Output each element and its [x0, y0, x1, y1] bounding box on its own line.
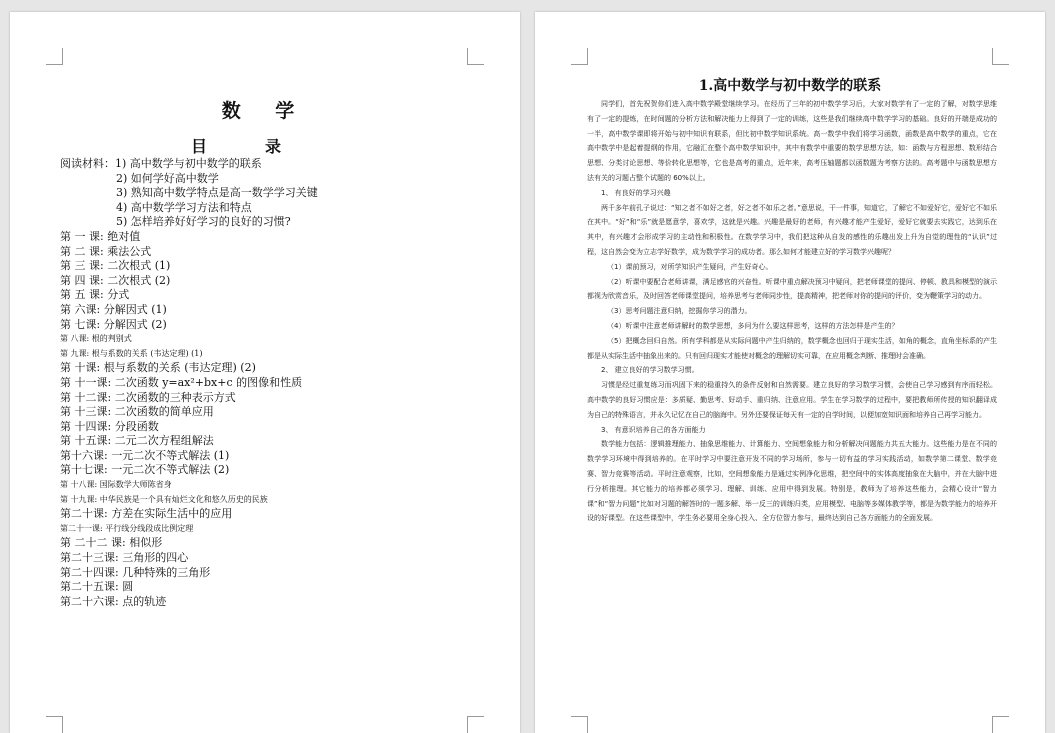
section-body [587, 97, 997, 526]
margin-corner-mark [992, 716, 1009, 733]
reading-item[interactable]: 4) 高中数学学习方法和特点 [116, 200, 252, 214]
lesson-list [60, 230, 500, 609]
toc-lesson-item[interactable]: 第 二 课: 乘法公式 [60, 244, 152, 258]
toc-lesson-item[interactable]: 第二十三课: 三角形的四心 [60, 551, 189, 565]
reading-item[interactable]: 3) 熟知高中数学特点是高一数学学习关键 [116, 186, 318, 200]
reading-label: 阅读材料： [60, 157, 115, 170]
toc-lesson-item[interactable]: 第二十五课: 圆 [60, 580, 134, 594]
toc-lesson-item[interactable]: 第 十五课: 二元二次方程组解法 [60, 434, 214, 448]
toc-lesson-item[interactable]: 第 十课: 根与系数的关系 (韦达定理) (2) [60, 361, 256, 375]
body-paragraph: （2）听课中要配合老师讲课，满足感官的兴奋性。听课中重点解决预习中疑问，把老师课堂的提问、停顿、教具和模型的演示都视为欣赏音乐，及时回答老师课堂提问，培养思考与老师同步性，提高精神，把老师对你的提问的评价，变为鞭策学习的动力。 [587, 277, 997, 301]
toc-lesson-item[interactable]: 第 十九课: 中华民族是一个具有灿烂文化和悠久历史的民族 [60, 494, 268, 504]
table-of-contents [60, 157, 500, 609]
toc-lesson-item[interactable]: 第二十四课: 几种特殊的三角形 [60, 565, 211, 579]
toc-lesson-item[interactable]: 第十六课: 一元二次不等式解法 (1) [60, 448, 230, 462]
section-title: 1.高中数学与初中数学的联系 [698, 78, 882, 94]
margin-corner-mark [571, 716, 588, 733]
toc-lesson-item[interactable]: 第二十一课: 平行线分线段成比例定理 [60, 523, 194, 533]
document-page-2 [535, 12, 1045, 733]
toc-lesson-item[interactable]: 第 十三课: 二次函数的简单应用 [60, 405, 214, 419]
toc-lesson-item[interactable]: 第 九课: 根与系数的关系 (韦达定理) (1) [60, 348, 203, 358]
toc-lesson-item[interactable]: 第 八课: 根的判别式 [60, 334, 132, 344]
body-paragraph: （5）把概念回归自然。所有学科都是从实际问题中产生归纳的，数学概念也回归于现实生活，如角的概念，直角坐标系的产生都是从实际生活中抽象出来的。只有回归现实才能使对概念的理解切实可靠，在应用概念判断、推理时会准确。 [587, 336, 997, 360]
reading-material-line[interactable] [60, 157, 500, 172]
reading-item[interactable]: 5) 怎样培养好好学习的良好的习惯? [116, 215, 291, 229]
toc-heading: 目录 [190, 137, 339, 156]
body-paragraph: 数学能力包括：逻辑推理能力、抽象思维能力、计算能力、空间想象能力和分析解决问题能力共五大能力。这些能力是在不同的数学学习环境中得到培养的。在平时学习中要注意开发不同的学习场所，参与一切有益的学习实践活动，如数学第二课堂、数学竞赛、智力竞赛等活动。平时注意观察，比如，空间想象能力是通过实例净化思维，把空间中的实体高度抽象在大脑中，并在大脑中进行分析推理。其它能力的培养都必须学习、理解、训练、应用中得到发展。特别是，教师为了培养这些能力，会精心设计“智力课”和“智力问题”比如对习题的解答时的一题多解、举一反三的训练归类，应用模型、电脑等多媒体教学等，都是为数学能力的培养开设的好课型。在这些课型中，学生务必要用全身心投入、全方位智力参与，最终达到自己各方面能力的全面发展。 [587, 440, 997, 523]
toc-lesson-item[interactable]: 第 四 课: 二次根式 (2) [60, 273, 171, 287]
toc-lesson-item[interactable]: 第 七课: 分解因式 (2) [60, 317, 167, 331]
body-paragraph: 3、 有意识培养自己的各方面能力 [601, 425, 706, 434]
body-paragraph: （1）课前预习，对所学知识产生疑问，产生好奇心。 [607, 262, 773, 271]
toc-lesson-item[interactable]: 第 五 课: 分式 [60, 288, 130, 302]
margin-corner-mark [571, 48, 588, 65]
margin-corner-mark [46, 48, 63, 65]
toc-lesson-item[interactable]: 第 十四课: 分段函数 [60, 419, 159, 433]
body-paragraph: （3）思考问题注意归纳，挖掘你学习的潜力。 [607, 307, 752, 316]
toc-lesson-item[interactable]: 第 十二课: 二次函数的三种表示方式 [60, 390, 236, 404]
body-paragraph: 2、 建立良好的学习数学习惯。 [601, 366, 699, 375]
toc-lesson-item[interactable]: 第 十八课: 国际数学大师陈省身 [60, 480, 172, 490]
body-paragraph: 两千多年前孔子说过：“知之者不如好之者，好之者不如乐之者。”意思说，干一件事，知道它，了解它不如爱好它，爱好它不如乐在其中。“好”和“乐”就是愿意学，喜欢学，这就是兴趣。兴趣是最好的老师，有兴趣才能产生爱好，爱好它就要去实践它，达到乐在其中，有兴趣才会形成学习的主动性和积极性。在数学学习中，我们把这种从自发的感性的乐趣出发上升为自觉的理性的“认识”过程，这自然会变为立志学好数学，成为数学学习的成功者。那么如何才能建立好的学习数学兴趣呢？ [587, 203, 997, 256]
reading-item[interactable]: 2) 如何学好高中数学 [116, 171, 219, 185]
body-paragraph: （4）听课中注意老师讲解时的数学思想，多问为什么要这样思考，这样的方法怎样是产生的？ [607, 321, 899, 330]
toc-lesson-item[interactable]: 第十七课: 一元二次不等式解法 (2) [60, 463, 230, 477]
document-page-1 [10, 12, 520, 733]
body-paragraph: 习惯是经过重复练习而巩固下来的稳重持久的条件反射和自然需要。建立良好的学习数学习惯，会使自己学习感到有序而轻松。高中数学的良好习惯应是：多质疑、勤思考、好动手、重归纳、注意应用。学生在学习数学的过程中，要把教师所传授的知识翻译成为自己的特殊语言，并永久记忆在自己的脑海中。另外还要保证每天有一定的自学时间，以便加宽知识面和培养自己再学习能力。 [587, 381, 997, 419]
toc-lesson-item[interactable]: 第 二十二 课: 相似形 [60, 536, 163, 550]
toc-lesson-item[interactable]: 第 六课: 分解因式 (1) [60, 302, 167, 316]
reading-item: 1) 高中数学与初中数学的联系 [115, 157, 262, 170]
margin-corner-mark [46, 716, 63, 733]
margin-corner-mark [467, 716, 484, 733]
toc-lesson-item[interactable]: 第二十课: 方差在实际生活中的应用 [60, 507, 233, 521]
margin-corner-mark [467, 48, 484, 65]
toc-lesson-item[interactable]: 第 三 课: 二次根式 (1) [60, 259, 171, 273]
toc-lesson-item[interactable]: 第 十一课: 二次函数 y=ax²+bx+c 的图像和性质 [60, 375, 303, 389]
margin-corner-mark [992, 48, 1009, 65]
toc-lesson-item[interactable]: 第二十六课: 点的轨迹 [60, 594, 167, 608]
toc-lesson-item[interactable]: 第 一 课: 绝对值 [60, 229, 141, 243]
document-title: 数 学 [221, 100, 309, 122]
body-paragraph: 1、 有良好的学习兴趣 [601, 188, 671, 197]
body-paragraph: 同学们，首先祝贺你们进入高中数学殿堂继续学习。在经历了三年的初中数学学习后，大家对数学有了一定的了解，对数学思维有了一定的提炼，在时间题的分析方法和解决能力上得到了一定的训练，这些是我们继续高中数学学习的基础。良好的开端是成功的一半，高中数学课即将开始与初中知识有联系，但比初中数学知识系统。高一数学中我们将学习函数，函数是高中数学的重点，它在高中数学中是起着提纲的作用，它融汇在整个高中数学知识中，其中有数学中重要的数学思想方法，如：函数与方程思想、数形结合思想、分类讨论思想、等价转化思想等，它也是高考的重点，近年来，高考压轴题都以函数题为考察方法的。高考题中与函数思想方法有关的习题占整个试题的 60%以上。 [587, 100, 997, 182]
